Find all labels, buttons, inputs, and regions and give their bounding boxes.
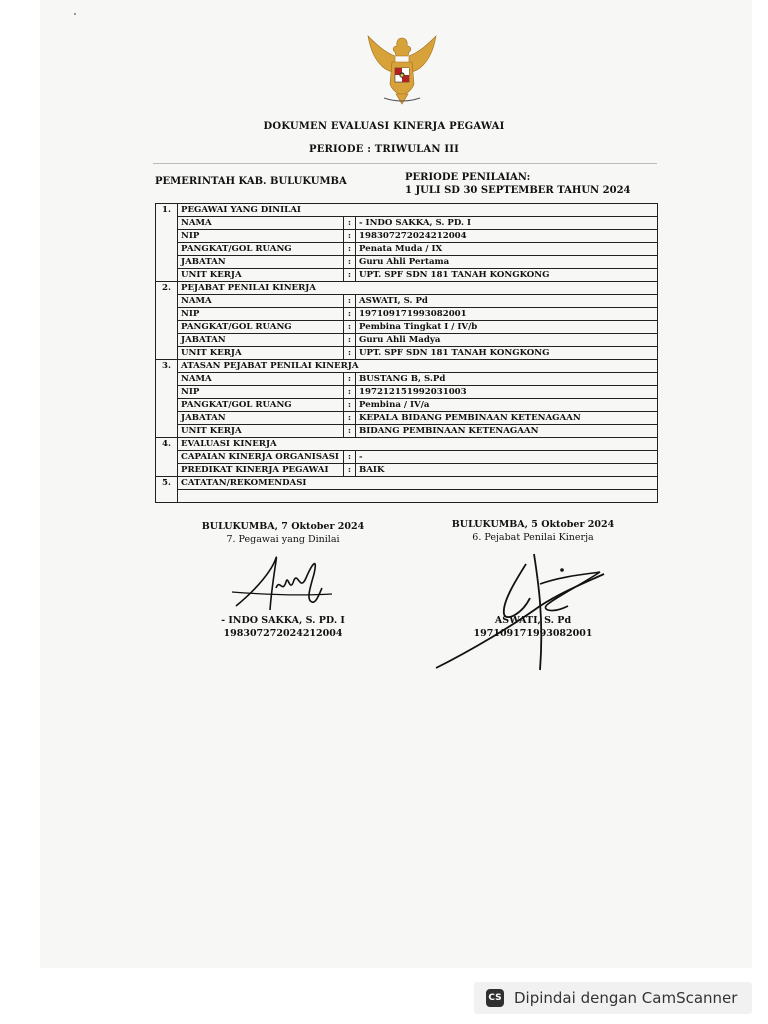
section-number: 2. — [156, 282, 178, 360]
field-row — [156, 321, 658, 334]
camscanner-watermark — [474, 982, 752, 1014]
signatory-name: ASWATI, S. Pd — [494, 615, 572, 626]
section-header-row — [156, 477, 658, 490]
section-header-row — [156, 282, 658, 295]
field-row — [156, 243, 658, 256]
field-row — [156, 412, 658, 425]
signatory-nip: 198307272024212004 — [223, 628, 343, 639]
section-number: 5. — [156, 477, 178, 503]
field-row — [156, 269, 658, 282]
field-label: JABATAN — [178, 334, 344, 347]
section-title: CATATAN/REKOMENDASI — [178, 477, 658, 490]
field-value: 197109171993082001 — [356, 308, 658, 321]
field-row — [156, 230, 658, 243]
field-value: Guru Ahli Madya — [356, 334, 658, 347]
signature-role: 6. Pejabat Penilai Kinerja — [472, 532, 594, 543]
field-row — [156, 373, 658, 386]
notes-area — [178, 490, 658, 503]
signature-block-employee — [195, 520, 371, 546]
field-colon: : — [344, 243, 356, 256]
field-value: - — [356, 451, 658, 464]
field-row — [156, 217, 658, 230]
field-value: Penata Muda / IX — [356, 243, 658, 256]
period-title: PERIODE : TRIWULAN III — [308, 144, 459, 155]
field-row — [156, 399, 658, 412]
field-value: Guru Ahli Pertama — [356, 256, 658, 269]
field-label: NAMA — [178, 295, 344, 308]
field-label: JABATAN — [178, 256, 344, 269]
section-number: 3. — [156, 360, 178, 438]
field-row — [156, 256, 658, 269]
field-value: Pembina / IV/a — [356, 399, 658, 412]
field-row — [156, 308, 658, 321]
field-colon: : — [344, 412, 356, 425]
field-colon: : — [344, 425, 356, 438]
field-value: - INDO SAKKA, S. PD. I — [356, 217, 658, 230]
section-title: PEJABAT PENILAI KINERJA — [178, 282, 658, 295]
field-value: ASWATI, S. Pd — [356, 295, 658, 308]
field-label: UNIT KERJA — [178, 269, 344, 282]
field-label: NAMA — [178, 217, 344, 230]
signature-place-date: BULUKUMBA, 7 Oktober 2024 — [201, 521, 365, 532]
scanner-text: Dipindai dengan CamScanner — [514, 989, 738, 1007]
notes-blank-row — [156, 490, 658, 503]
field-row — [156, 451, 658, 464]
field-label: CAPAIAN KINERJA ORGANISASI — [178, 451, 344, 464]
field-value: 198307272024212004 — [356, 230, 658, 243]
field-row — [156, 334, 658, 347]
field-value: BAIK — [356, 464, 658, 477]
field-label: PANGKAT/GOL RUANG — [178, 399, 344, 412]
scan-speck — [74, 13, 76, 15]
signature-role: 7. Pegawai yang Dinilai — [226, 534, 340, 545]
document-title: DOKUMEN EVALUASI KINERJA PEGAWAI — [263, 121, 505, 132]
signatory-nip: 197109171993082001 — [473, 628, 593, 639]
field-value: UPT. SPF SDN 181 TANAH KONGKONG — [356, 347, 658, 360]
section-number: 1. — [156, 204, 178, 282]
field-label: NIP — [178, 230, 344, 243]
field-value: UPT. SPF SDN 181 TANAH KONGKONG — [356, 269, 658, 282]
field-value: BUSTANG B, S.Pd — [356, 373, 658, 386]
field-label: PANGKAT/GOL RUANG — [178, 321, 344, 334]
section-title: PEGAWAI YANG DINILAI — [178, 204, 658, 217]
field-colon: : — [344, 230, 356, 243]
field-value: Pembina Tingkat I / IV/b — [356, 321, 658, 334]
field-row — [156, 386, 658, 399]
field-colon: : — [344, 321, 356, 334]
field-value: BIDANG PEMBINAAN KETENAGAAN — [356, 425, 658, 438]
field-label: UNIT KERJA — [178, 347, 344, 360]
field-colon: : — [344, 334, 356, 347]
employee-signature — [228, 548, 338, 620]
period-label: PERIODE PENILAIAN: — [405, 172, 531, 183]
garuda-emblem-icon — [362, 32, 442, 106]
appraiser-signature — [432, 540, 612, 675]
signatory-name: - INDO SAKKA, S. PD. I — [221, 615, 345, 626]
field-colon: : — [344, 464, 356, 477]
field-label: JABATAN — [178, 412, 344, 425]
section-number: 4. — [156, 438, 178, 477]
field-colon: : — [344, 269, 356, 282]
field-value: 197212151992031003 — [356, 386, 658, 399]
field-row — [156, 464, 658, 477]
field-colon: : — [344, 373, 356, 386]
field-colon: : — [344, 295, 356, 308]
field-row — [156, 347, 658, 360]
section-header-row — [156, 204, 658, 217]
field-colon: : — [344, 347, 356, 360]
field-label: NIP — [178, 308, 344, 321]
section-header-row — [156, 438, 658, 451]
camscanner-logo-icon: CS — [486, 989, 504, 1007]
field-colon: : — [344, 399, 356, 412]
field-value: KEPALA BIDANG PEMBINAAN KETENAGAAN — [356, 412, 658, 425]
field-row — [156, 295, 658, 308]
field-colon: : — [344, 308, 356, 321]
field-label: NAMA — [178, 373, 344, 386]
field-label: PREDIKAT KINERJA PEGAWAI — [178, 464, 344, 477]
field-row — [156, 425, 658, 438]
signature-name-block-employee — [195, 614, 371, 640]
period-range: 1 JULI SD 30 SEPTEMBER TAHUN 2024 — [405, 185, 631, 196]
field-colon: : — [344, 386, 356, 399]
field-colon: : — [344, 451, 356, 464]
signature-place-date: BULUKUMBA, 5 Oktober 2024 — [451, 519, 615, 530]
field-label: UNIT KERJA — [178, 425, 344, 438]
section-header-row — [156, 360, 658, 373]
section-title: EVALUASI KINERJA — [178, 438, 658, 451]
field-label: NIP — [178, 386, 344, 399]
agency-name: PEMERINTAH KAB. BULUKUMBA — [155, 176, 347, 187]
field-label: PANGKAT/GOL RUANG — [178, 243, 344, 256]
field-colon: : — [344, 217, 356, 230]
section-title: ATASAN PEJABAT PENILAI KINERJA — [178, 360, 658, 373]
divider-line — [153, 163, 657, 164]
assessment-period — [405, 171, 631, 197]
field-colon: : — [344, 256, 356, 269]
evaluation-table — [155, 203, 658, 503]
